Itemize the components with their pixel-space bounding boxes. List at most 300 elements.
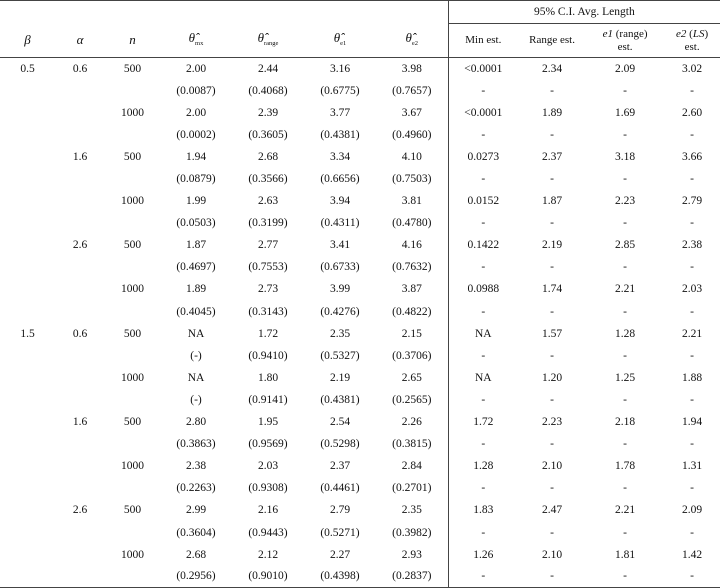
cell-rng: - bbox=[550, 84, 554, 97]
cell-rng: - bbox=[550, 128, 554, 141]
cell-min: - bbox=[448, 566, 518, 588]
cell-range: 2.12 bbox=[257, 548, 279, 561]
cell-ce1: - bbox=[586, 566, 664, 588]
cell-range: (0.3605) bbox=[248, 128, 288, 141]
cell-alpha bbox=[55, 102, 105, 124]
cell-rng: 2.37 bbox=[542, 150, 563, 163]
cell-ce1: - bbox=[623, 482, 627, 495]
cell-e2: 2.93 bbox=[401, 548, 422, 561]
cell-n bbox=[105, 80, 160, 102]
cell-beta bbox=[0, 455, 55, 477]
cell-e2: 2.35 bbox=[401, 504, 422, 517]
cell-mx: NA bbox=[187, 327, 205, 340]
cell-alpha bbox=[55, 278, 105, 300]
cell-e2: (0.4822) bbox=[392, 305, 432, 318]
cell-e1: 3.94 bbox=[329, 195, 351, 208]
cell-rng: 2.19 bbox=[542, 239, 563, 252]
cell-e1: 3.16 bbox=[329, 62, 351, 75]
cell-rng: - bbox=[550, 482, 554, 495]
col-theta-range: $\thetâ_{range}$ bbox=[232, 24, 304, 58]
cell-e2: (0.7503) bbox=[392, 173, 432, 186]
cell-ce2: 1.31 bbox=[682, 460, 703, 473]
cell-mx: 2.00 bbox=[185, 62, 207, 75]
cell-mx: 2.80 bbox=[185, 416, 207, 429]
cell-e2: 2.26 bbox=[401, 416, 422, 429]
cell-rng: 2.47 bbox=[542, 504, 563, 517]
cell-rng: 1.89 bbox=[542, 106, 563, 119]
table-row bbox=[0, 389, 720, 411]
cell-beta bbox=[0, 411, 55, 433]
cell-alpha bbox=[55, 256, 105, 278]
cell-ce1: - bbox=[623, 438, 627, 451]
cell-beta bbox=[0, 234, 55, 256]
table-row bbox=[0, 102, 720, 124]
cell-mx: 1.99 bbox=[185, 195, 207, 208]
cell-n bbox=[105, 124, 160, 146]
cell-mx: NA bbox=[187, 371, 205, 384]
cell-alpha bbox=[55, 301, 105, 323]
cell-min: - bbox=[448, 168, 518, 190]
cell-ce1: - bbox=[623, 393, 627, 406]
cell-range: (0.9410) bbox=[248, 349, 288, 362]
cell-alpha: 0.6 bbox=[72, 327, 88, 340]
cell-alpha bbox=[55, 566, 105, 588]
cell-beta bbox=[0, 301, 55, 323]
cell-mx: (0.3604) bbox=[176, 526, 216, 539]
cell-e1: (0.5271) bbox=[320, 526, 360, 539]
cell-alpha bbox=[55, 433, 105, 455]
cell-mx: (0.0087) bbox=[176, 84, 216, 97]
cell-ce1: 1.28 bbox=[615, 327, 636, 340]
cell-ce2: - bbox=[690, 438, 694, 451]
cell-range: 2.63 bbox=[257, 195, 279, 208]
col-theta-e1: $\thetâ_{e1}$ bbox=[304, 24, 376, 58]
cell-n bbox=[105, 521, 160, 543]
cell-min: - bbox=[448, 124, 518, 146]
cell-range: 1.80 bbox=[257, 371, 279, 384]
cell-e1: 3.99 bbox=[329, 283, 351, 296]
cell-range: (0.9443) bbox=[248, 526, 288, 539]
cell-n bbox=[105, 256, 160, 278]
cell-e1: 2.37 bbox=[329, 460, 351, 473]
cell-n: 500 bbox=[123, 327, 142, 340]
cell-n bbox=[105, 345, 160, 367]
cell-e1: 2.27 bbox=[329, 548, 351, 561]
cell-ce2: - bbox=[690, 261, 694, 274]
table-row bbox=[0, 345, 720, 367]
cell-n bbox=[105, 301, 160, 323]
cell-rng: - bbox=[550, 349, 554, 362]
cell-e2: 2.65 bbox=[401, 371, 422, 384]
cell-ce2: 2.38 bbox=[682, 239, 703, 252]
cell-e2: (0.3815) bbox=[392, 438, 432, 451]
cell-range: (0.9569) bbox=[248, 438, 288, 451]
cell-e2: (0.4960) bbox=[392, 128, 432, 141]
col-e2-ls-est: e2 (LS) est. bbox=[664, 24, 720, 58]
cell-beta bbox=[0, 345, 55, 367]
cell-alpha bbox=[55, 190, 105, 212]
cell-beta bbox=[0, 80, 55, 102]
cell-alpha: 1.6 bbox=[72, 150, 88, 163]
cell-e1: (0.5298) bbox=[320, 438, 360, 451]
cell-ce2: 1.88 bbox=[682, 371, 703, 384]
cell-n: 500 bbox=[123, 504, 142, 517]
cell-n: 500 bbox=[123, 239, 142, 252]
cell-e2: (0.4780) bbox=[392, 217, 432, 230]
cell-n bbox=[105, 433, 160, 455]
cell-min: - bbox=[448, 256, 518, 278]
cell-ce2: 2.79 bbox=[682, 195, 703, 208]
cell-e1: (0.4381) bbox=[320, 393, 360, 406]
cell-ce1: 2.23 bbox=[615, 195, 636, 208]
cell-mx: (-) bbox=[190, 393, 202, 406]
cell-e1: (0.6733) bbox=[320, 261, 360, 274]
cell-beta bbox=[0, 190, 55, 212]
cell-ce1: 1.69 bbox=[615, 106, 636, 119]
cell-mx: (0.0002) bbox=[176, 128, 216, 141]
cell-ce2: - bbox=[690, 173, 694, 186]
cell-range: 2.44 bbox=[257, 62, 279, 75]
cell-e2: 2.84 bbox=[401, 460, 422, 473]
cell-min: - bbox=[448, 345, 518, 367]
col-range-est: Range est. bbox=[518, 24, 586, 58]
cell-beta bbox=[0, 256, 55, 278]
cell-beta bbox=[0, 212, 55, 234]
cell-min: 1.28 bbox=[448, 455, 518, 477]
cell-beta bbox=[0, 146, 55, 168]
cell-mx: (0.2263) bbox=[176, 482, 216, 495]
cell-alpha: 2.6 bbox=[72, 504, 88, 517]
cell-min: - bbox=[448, 212, 518, 234]
table-row bbox=[0, 58, 720, 80]
table-row bbox=[0, 323, 720, 345]
table-row bbox=[0, 190, 720, 212]
cell-alpha: 2.6 bbox=[72, 239, 88, 252]
cell-beta: 1.5 bbox=[20, 327, 35, 340]
cell-min: 0.0152 bbox=[448, 190, 518, 212]
cell-min: 0.0988 bbox=[448, 278, 518, 300]
cell-mx: 1.89 bbox=[185, 283, 207, 296]
cell-e2: (0.2701) bbox=[392, 482, 432, 495]
cell-range: (0.9308) bbox=[248, 482, 288, 495]
cell-ce1: 2.21 bbox=[615, 504, 636, 517]
cell-e2: (0.7657) bbox=[392, 84, 432, 97]
cell-ce1: - bbox=[623, 261, 627, 274]
cell-ce1: - bbox=[623, 173, 627, 186]
cell-e1: 3.41 bbox=[329, 239, 351, 252]
cell-mx: 2.00 bbox=[185, 106, 207, 119]
cell-mx: (0.3863) bbox=[176, 438, 216, 451]
table-row bbox=[0, 566, 720, 588]
cell-e2: 4.10 bbox=[401, 150, 422, 163]
table-row bbox=[0, 212, 720, 234]
cell-rng: - bbox=[550, 173, 554, 186]
cell-ce2: - bbox=[690, 526, 694, 539]
cell-min: 0.1422 bbox=[448, 234, 518, 256]
cell-beta bbox=[0, 389, 55, 411]
cell-rng: 2.10 bbox=[542, 548, 563, 561]
col-beta: β bbox=[0, 24, 55, 58]
cell-beta bbox=[0, 367, 55, 389]
cell-n bbox=[105, 168, 160, 190]
cell-mx: (0.4045) bbox=[176, 305, 216, 318]
cell-rng: 1.57 bbox=[542, 327, 563, 340]
cell-rng: - bbox=[550, 526, 554, 539]
cell-rng: - bbox=[550, 217, 554, 230]
cell-e2: (0.7632) bbox=[392, 261, 432, 274]
cell-ce2: 3.02 bbox=[682, 62, 703, 75]
cell-e1: 2.19 bbox=[329, 371, 351, 384]
cell-e2: 3.81 bbox=[401, 195, 422, 208]
cell-ce1: - bbox=[623, 305, 627, 318]
table-row bbox=[0, 278, 720, 300]
cell-rng: - bbox=[550, 393, 554, 406]
cell-alpha bbox=[55, 124, 105, 146]
cell-n bbox=[105, 477, 160, 499]
ci-group-header: 95% C.I. Avg. Length bbox=[448, 1, 720, 24]
cell-e1: 2.79 bbox=[329, 504, 351, 517]
cell-min: - bbox=[448, 301, 518, 323]
cell-alpha bbox=[55, 455, 105, 477]
table-row bbox=[0, 124, 720, 146]
cell-ce2: - bbox=[690, 349, 694, 362]
cell-e2: 3.67 bbox=[401, 106, 422, 119]
cell-ce2: - bbox=[690, 305, 694, 318]
cell-range: (0.3143) bbox=[248, 305, 288, 318]
table-row bbox=[0, 477, 720, 499]
cell-n bbox=[105, 566, 160, 588]
cell-mx: (0.2956) bbox=[160, 566, 232, 588]
cell-alpha bbox=[55, 367, 105, 389]
cell-beta bbox=[0, 102, 55, 124]
cell-beta bbox=[0, 566, 55, 588]
cell-mx: 1.87 bbox=[185, 239, 207, 252]
table-row bbox=[0, 168, 720, 190]
cell-ce2: - bbox=[690, 84, 694, 97]
col-theta-e2: $\thetâ_{e2}$ bbox=[376, 24, 448, 58]
cell-n bbox=[105, 212, 160, 234]
cell-e2: (0.2837) bbox=[376, 566, 448, 588]
cell-beta bbox=[0, 477, 55, 499]
cell-range: 2.77 bbox=[257, 239, 279, 252]
cell-beta bbox=[0, 521, 55, 543]
cell-e1: (0.4461) bbox=[320, 482, 360, 495]
cell-beta bbox=[0, 278, 55, 300]
cell-ce2: - bbox=[690, 128, 694, 141]
cell-mx: 2.68 bbox=[185, 548, 207, 561]
cell-e1: (0.4276) bbox=[320, 305, 360, 318]
table-row bbox=[0, 521, 720, 543]
cell-e1: (0.4398) bbox=[304, 566, 376, 588]
cell-beta bbox=[0, 499, 55, 521]
cell-e1: (0.5327) bbox=[320, 349, 360, 362]
cell-ce1: 1.25 bbox=[615, 371, 636, 384]
cell-range: 1.95 bbox=[257, 416, 279, 429]
cell-e1: (0.6656) bbox=[320, 173, 360, 186]
cell-e1: (0.6775) bbox=[320, 84, 360, 97]
table-row bbox=[0, 234, 720, 256]
cell-alpha bbox=[55, 544, 105, 566]
cell-min: NA bbox=[448, 367, 518, 389]
cell-e2: 2.15 bbox=[401, 327, 422, 340]
header-blank bbox=[0, 1, 448, 24]
cell-alpha: 1.6 bbox=[72, 416, 88, 429]
cell-rng: - bbox=[550, 305, 554, 318]
cell-ce1: 2.85 bbox=[615, 239, 636, 252]
cell-min: NA bbox=[448, 323, 518, 345]
cell-min: - bbox=[448, 389, 518, 411]
cell-ce1: 3.18 bbox=[615, 150, 636, 163]
cell-rng: 1.20 bbox=[542, 371, 563, 384]
cell-mx: 1.94 bbox=[185, 150, 207, 163]
cell-ce2: 3.66 bbox=[682, 150, 703, 163]
cell-range: 2.68 bbox=[257, 150, 279, 163]
cell-e1: 2.35 bbox=[329, 327, 351, 340]
cell-n: 1000 bbox=[121, 106, 144, 119]
cell-alpha bbox=[55, 521, 105, 543]
cell-min: 1.83 bbox=[448, 499, 518, 521]
cell-e1: 3.77 bbox=[329, 106, 351, 119]
cell-e1: (0.4381) bbox=[320, 128, 360, 141]
cell-range: (0.9010) bbox=[232, 566, 304, 588]
table-row bbox=[0, 367, 720, 389]
cell-ce1: 1.81 bbox=[615, 548, 636, 561]
cell-alpha bbox=[55, 477, 105, 499]
cell-ce2: 2.03 bbox=[682, 283, 703, 296]
cell-range: (0.3199) bbox=[248, 217, 288, 230]
cell-min: 0.0273 bbox=[448, 146, 518, 168]
col-n: n bbox=[105, 24, 160, 58]
cell-range: 2.03 bbox=[257, 460, 279, 473]
cell-n: 500 bbox=[123, 62, 142, 75]
cell-rng: 2.34 bbox=[542, 62, 563, 75]
cell-mx: (0.4697) bbox=[176, 261, 216, 274]
table-row bbox=[0, 455, 720, 477]
cell-n: 1000 bbox=[121, 371, 144, 384]
cell-rng: 1.87 bbox=[542, 195, 563, 208]
cell-n: 500 bbox=[123, 150, 142, 163]
cell-alpha bbox=[55, 389, 105, 411]
cell-ce2: 2.21 bbox=[682, 327, 703, 340]
cell-mx: (0.0503) bbox=[176, 217, 216, 230]
cell-n: 1000 bbox=[121, 460, 144, 473]
cell-alpha bbox=[55, 212, 105, 234]
cell-e1: 2.54 bbox=[329, 416, 351, 429]
col-min-est: Min est. bbox=[448, 24, 518, 58]
table-row bbox=[0, 80, 720, 102]
cell-alpha bbox=[55, 168, 105, 190]
cell-min: <0.0001 bbox=[448, 102, 518, 124]
cell-ce1: 1.78 bbox=[615, 460, 636, 473]
cell-ce2: - bbox=[690, 217, 694, 230]
cell-e2: 3.87 bbox=[401, 283, 422, 296]
cell-min: 1.72 bbox=[448, 411, 518, 433]
cell-ce2: 2.09 bbox=[682, 504, 703, 517]
cell-min: - bbox=[448, 521, 518, 543]
cell-range: 1.72 bbox=[257, 327, 279, 340]
cell-ce2: - bbox=[690, 393, 694, 406]
cell-rng: - bbox=[550, 261, 554, 274]
cell-mx: 2.99 bbox=[185, 504, 207, 517]
cell-rng: - bbox=[550, 438, 554, 451]
cell-beta bbox=[0, 433, 55, 455]
cell-n: 1000 bbox=[121, 195, 144, 208]
cell-ce1: - bbox=[623, 84, 627, 97]
cell-ce1: - bbox=[623, 349, 627, 362]
cell-beta bbox=[0, 544, 55, 566]
cell-beta: 0.5 bbox=[20, 62, 35, 75]
cell-ce1: - bbox=[623, 128, 627, 141]
cell-range: 2.39 bbox=[257, 106, 279, 119]
cell-beta bbox=[0, 124, 55, 146]
col-alpha: α bbox=[55, 24, 105, 58]
table-row bbox=[0, 146, 720, 168]
col-e1-range-est: e1 (range) est. bbox=[586, 24, 664, 58]
cell-e1: 3.34 bbox=[329, 150, 351, 163]
cell-n: 1000 bbox=[121, 283, 144, 296]
cell-beta bbox=[0, 168, 55, 190]
cell-ce1: - bbox=[623, 526, 627, 539]
cell-range: (0.4068) bbox=[248, 84, 288, 97]
cell-range: 2.73 bbox=[257, 283, 279, 296]
cell-n: 1000 bbox=[121, 548, 144, 561]
cell-alpha bbox=[55, 80, 105, 102]
cell-ce1: 2.09 bbox=[615, 62, 636, 75]
cell-e2: (0.3706) bbox=[392, 349, 432, 362]
cell-n bbox=[105, 389, 160, 411]
cell-mx: (0.0879) bbox=[176, 173, 216, 186]
cell-ce2: - bbox=[690, 482, 694, 495]
cell-e2: (0.2565) bbox=[392, 393, 432, 406]
cell-alpha bbox=[55, 345, 105, 367]
col-theta-mx: $\thetâ_{mx}$ bbox=[160, 24, 232, 58]
cell-rng: - bbox=[518, 566, 586, 588]
cell-e1: (0.4311) bbox=[320, 217, 360, 230]
cell-ce2: - bbox=[664, 566, 720, 588]
cell-ce2: 1.94 bbox=[682, 416, 703, 429]
table-row bbox=[0, 411, 720, 433]
cell-e2: 3.98 bbox=[401, 62, 422, 75]
cell-min: 1.26 bbox=[448, 544, 518, 566]
cell-e2: (0.3982) bbox=[392, 526, 432, 539]
cell-ce1: 2.21 bbox=[615, 283, 636, 296]
cell-range: (0.3566) bbox=[248, 173, 288, 186]
cell-min: - bbox=[448, 477, 518, 499]
cell-range: 2.16 bbox=[257, 504, 279, 517]
cell-rng: 2.10 bbox=[542, 460, 563, 473]
cell-rng: 2.23 bbox=[542, 416, 563, 429]
cell-e2: 4.16 bbox=[401, 239, 422, 252]
table-row bbox=[0, 499, 720, 521]
cell-ce1: - bbox=[623, 217, 627, 230]
table-body bbox=[0, 58, 720, 588]
table-row bbox=[0, 544, 720, 566]
header-row-columns bbox=[0, 24, 720, 58]
cell-mx: (-) bbox=[190, 349, 202, 362]
table-row bbox=[0, 256, 720, 278]
cell-mx: 2.38 bbox=[185, 460, 207, 473]
cell-min: <0.0001 bbox=[448, 58, 518, 80]
cell-rng: 1.74 bbox=[542, 283, 563, 296]
cell-min: - bbox=[448, 433, 518, 455]
cell-range: (0.9141) bbox=[248, 393, 288, 406]
cell-ce2: 2.60 bbox=[682, 106, 703, 119]
header-row-group bbox=[0, 1, 720, 24]
cell-alpha: 0.6 bbox=[72, 62, 88, 75]
cell-min: - bbox=[448, 80, 518, 102]
table-row bbox=[0, 301, 720, 323]
cell-ce1: 2.18 bbox=[615, 416, 636, 429]
